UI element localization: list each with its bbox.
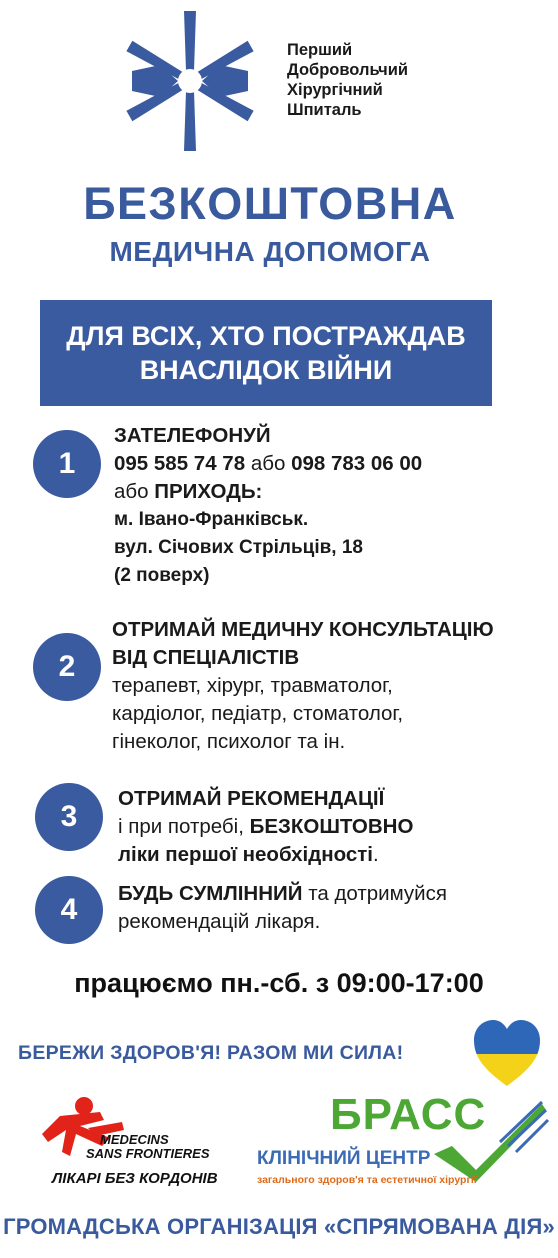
address-street: вул. Січових Стрільців, 18 [114,537,363,558]
or-text: або [250,452,286,475]
msf-name-line: SANS FRONTIERES [86,1146,210,1161]
step-4-text-line: та дотримуйся [308,882,447,905]
come-label: ПРИХОДЬ: [154,480,263,503]
msf-caption: ЛІКАРІ БЕЗ КОРДОНІВ [52,1170,218,1187]
target-audience-banner [40,300,492,406]
org-name-line: Перший [287,41,353,59]
step-4-text-line: рекомендацій лікаря. [118,910,321,933]
step-3-title: ОТРИМАЙ РЕКОМЕНДАЦІЇ [118,787,385,810]
headline-title: БЕЗКОШТОВНА [83,178,457,229]
call-label: ЗАТЕЛЕФОНУЙ [114,424,271,447]
step-number-badge: 2 [33,633,101,701]
working-hours: працюємо пн.-сб. з 09:00-17:00 [74,968,484,998]
step-2-title: ВІД СПЕЦІАЛІСТІВ [112,646,300,669]
address-city: м. Івано-Франківськ. [114,509,309,530]
headline-subtitle: МЕДИЧНА ДОПОМОГА [109,236,431,267]
specialists-line: гінеколог, психолог та ін. [112,730,346,753]
footer-organization: ГРОМАДСЬКА ОРГАНІЗАЦІЯ «СПРЯМОВАНА ДІЯ» [3,1214,555,1239]
step-number-badge: 3 [35,783,103,851]
step-number-badge: 4 [35,876,103,944]
specialists-line: терапевт, хірург, травматолог, [112,674,393,697]
brass-subtitle: КЛІНІЧНИЙ ЦЕНТР [257,1148,431,1169]
brass-title: БРАСС [330,1090,487,1139]
msf-name-line: MEDECINS [100,1132,169,1147]
step-3-text [118,785,413,869]
step-1-text [114,422,422,590]
organization-name [287,40,408,120]
step-number-badge: 1 [33,430,101,498]
step-3-text-line: і при потребі, [118,815,244,838]
address-floor: (2 поверх) [114,565,210,586]
org-name-line: Хірургічний [287,81,383,99]
org-name-line: Добровольчий [287,61,409,79]
org-name-line: Шпиталь [287,101,362,119]
hospital-logo-icon [120,8,260,154]
phone-number[interactable]: 098 783 06 00 [291,452,423,475]
punctuation: . [373,843,379,866]
specialists-line: кардіолог, педіатр, стоматолог, [112,702,404,725]
brass-tagline: загального здоров'я та естетичної хірургії [257,1174,477,1186]
banner-line: ДЛЯ ВСІХ, ХТО ПОСТРАЖДАВ [66,321,466,351]
free-label: БЕЗКОШТОВНО [249,815,414,838]
step-4-text [118,880,447,936]
checkmark-icon [430,1100,550,1184]
medicine-label: ліки першої необхідності [118,843,373,866]
step-2-title: ОТРИМАЙ МЕДИЧНУ КОНСУЛЬТАЦІЮ [112,618,494,641]
banner-line: ВНАСЛІДОК ВІЙНИ [139,355,393,385]
or-text: або [114,480,149,503]
step-2-text [112,616,494,756]
ukraine-heart-icon [472,1018,542,1090]
step-4-title: БУДЬ СУМЛІННИЙ [118,882,303,905]
slogan: БЕРЕЖИ ЗДОРОВ'Я! РАЗОМ МИ СИЛА! [18,1042,404,1064]
phone-number[interactable]: 095 585 74 78 [114,452,246,475]
